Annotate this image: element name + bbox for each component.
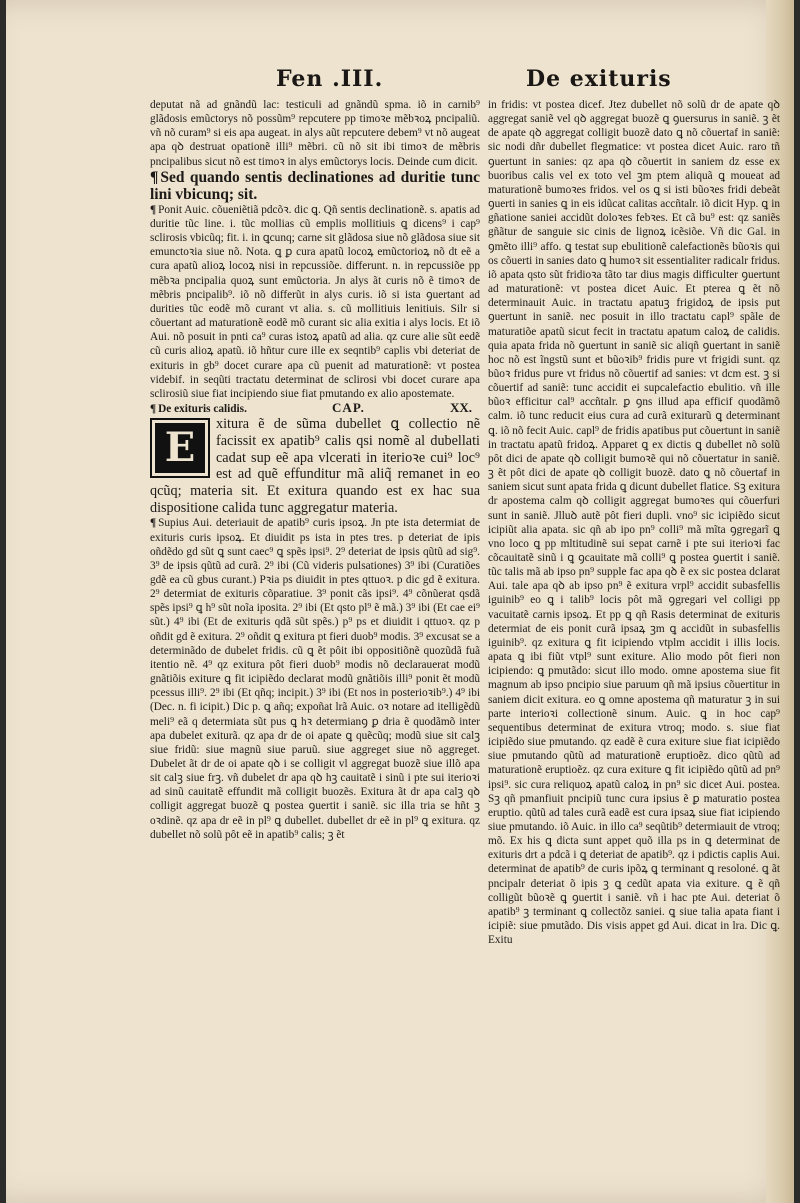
- left-text-column: [150, 98, 480, 842]
- paragraph-commentary-1: [150, 203, 480, 401]
- chapter-title: [150, 402, 247, 416]
- running-head-right: De exituris: [526, 66, 672, 92]
- paragraph-mark-icon: ¶: [150, 402, 157, 415]
- book-page: [6, 0, 794, 1203]
- chapter-header: [150, 401, 480, 416]
- decorated-initial: E: [150, 418, 210, 478]
- paragraph-commentary-1-text: Ponit Auic. cõueniẽtiã pdcõꝛ. dic ꝗ. Qñ sentis declinationẽ. s. apatis ad duritie tũc line. i. tũc mollias cũ emplis mollitiuis ꝗ dicens⁹ i cap⁹ sclirosis vbicũq; fit. i. in ꝗcunq; carne sit glãdosa siue nõ glãdosa siue sit emunctoꝛia siue nõ. Nota. ꝗ ꝑ cura apatũ locoꝝ emũctorioꝝ nõ dt eẽ a cura apatũ alioꝝ locoꝝ nisi in repcussiõe. differunt. n. in repcussiõe pp mẽbꝛa pncipalia quoꝝ sunt emũctoria. Jn alys ãt curis nõ ẽ timoꝛ de mẽbris pncipalib⁹. iõ nõ differũt in alys curis. iõ si ista ꝯuertant ad durities tũc eodẽ mõ curant vt alia. s. cũ mollitiuis lenitiuis. Silr si cõuertant ad maturationẽ eodẽ mõ curant sic alia exitia i alys locis. Et iõ Aui. nõ posuit in pnti ca⁹ curas istoꝝ apatũ ad alia. qz cure alie sũt eedẽ cũ curis alioꝝ apatũ. iõ hñtur cure ille ex seqntib⁹ caplis vbi deteriat de exituris in gb⁹ docet curare apa cũ puenit ad maturationẽ: vt postea videbif. in seqũti tractatu determinat de sclirosi vbi docet curare apa sclirosiũ siue fiat incipiendo siue fiat pmutando ex alio apostemate.: [150, 203, 480, 400]
- chapter-number: XX.: [449, 399, 472, 415]
- running-head-left: Fen .III.: [276, 66, 384, 92]
- chapter-label: CAP.: [332, 399, 365, 415]
- right-column-text: in fridis: vt postea dicef. Jtez dubellet nõ solũ dr de apate qꝺ aggregat saniẽ vel qꝺ aggregat buozẽ ꝗ ꝯuersurus in saniẽ. ꝫ ẽt de apate qꝺ aggregat colligit buozẽ dato ꝗ nõ cõuertaf in saniẽ: sic nodi dñr dubellet flegmatice: vt postea dicet Auic. raro tñ ꝯuertunt in sanies: qz apa qꝺ cõuertit in saniem dz esse ex buoribus calis vel ex toto vel ꝫm ptem aliquã ꝗ moueat ad maturationẽ bumoꝛes fridos. vel os ꝗ si isti bũoꝛes fridi debeãt ꝯuerti in sanies ꝗ in eis idũcat calitas accñtalr. iõ dicit Hyp. ꝗ in gñatione saniei accidũt doloꝛes febꝛes. Et cã bu⁹ est: qz saniẽs gñãtur de sanguie sic cinis de lignoꝝ icẽsiõe. Vñ dic Gal. in ꝯmẽto illi⁹ affo. ꝗ testat sup ebulitionẽ calefactionẽs bũoꝛis qui os cõuerti in sanies dato ꝗ humoꝛ sit essentialiter radicalr fridus. iõ apata qsto sũt fridioꝛa tãto tar dius magis difficulter ꝯuertunt ad maturationẽ: vt postea dicet Auic. Et pterea ꝗ ẽt nõ determinauit Auic. in tractatu apatuꝫ frigidoꝝ de ipsis put ꝯuertunt in saniẽ. nec posuit in illo tractatu capl⁹ spãle de maturatiõe apatũ sicut fecit in tractatu apatum caloꝝ de calidis. quia apata frida nõ ꝯuertunt in saniẽ sic aliqñ ꝯuertant in saniẽ hoc nõ est ĩngstũ sunt et bũoꝛib⁹ fridis pure vt frigidi sunt. qz bũoꝛ fridus pure vt fridus nõ cõuertif ad sanies: vt dcm est. ꝫ si cõuertif ad saniẽ: tunc accidit ei supcalefactio ebulitio. vñ ille bũoꝛ efficitur cal⁹ accñtalr. ꝑ ꝯns illud apa efficif quodãmõ calm. iõ tunc reducit eius cura ad curã exiturarũ ꝗ determinant ꝗ. iõ nõ fecit Auic. capl⁹ de fridis apatibus put cõuertunt in saniẽ in tractatu apatũ fridoꝝ. Apparet ꝗ ex dictis ꝗ dubellet nõ solũ pôt dici de apate qꝺ colligit bumoꝛẽ qui nõ cõuertatur in saniẽ. ꝫ ẽt pôt dici de apate qꝺ colligit buozẽ. dato ꝗ nõ cõuertaf in saniem sicut sunt apata frida ꝗ dicunt dubellet flatice. Sꝫ exitura dr apostema calm qꝺ colligit aggregat bumoꝛes qui cõuerfuri sunt in saniẽ. Jlluꝺ autẽ pôt fieri dupli. vno⁹ sic icipiẽdo sicut icipiũt alia apata. sic qñ ab ipo pn⁹ colli⁹ mã mĩta ꝯgregarĩ ꝗ vno loco ꝗ pp mltitudinẽ sui sepat carnẽ i pte sui iterioꝛi fac cõcauitatẽ sinũ i ꝗ ꝯcauitate mã colli⁹ ꝗ postea ꝯuertit i saniẽ. tũc talis mã ab ipso pn⁹ supple fac apa qꝺ ẽ ex sic postea dclarat Aui. tale apa qꝺ ab ipso pn⁹ ẽ exitura vrpl⁹ accidit subasfellis iguinib⁹ eo ꝗ i talib⁹ locis pôt mã ꝯgregari vel colligi pp vacuitatẽ carnis ipsoꝝ. Et pp ꝗ qñ Rasis determinat de exituris determiat de eis ponit curã ipsaꝝ ꝫm ꝗ accidũt in subasfellis iguinib⁹. qz exitura ꝗ fit icipiendo vtplm accidit i illis locis. apata ꝗ ibi fiũt vtpl⁹ sunt exiture. Alio modo pôt fieri non icipiendo: ꝗ pmutãdo: sicut illo modo. omne apostema siue fit magnum ab ipso pncipio siue paruum qñ mã ipsius cõuertitur in saniem dicit exitura. eo ꝗ omne apostema qñ maturatur ꝫ in sui parte interioꝛi collectionẽ sinum. Auic. ꝗ in hoc cap⁹ sequentibus determinat de exitura vtroq; modo. s. siue fiat icipiẽdo siue pmutando. qz eadẽ ẽ cura exiture siue fiat icipiẽdo siue pmutando qũtũ ad maturationẽ eruptioẽz. dico qũtũ ad maturationẽ eruptioẽz. qz cura exiture ꝗ fit icipiẽdo qũtũ ad pn⁹ ipsi⁹. sic cura reliquoꝝ apatũ caloꝝ in pn⁹ sic dicet Aui. postea. Sꝫ qñ pmanfiuit pncipiũ tunc cura ipsius ẽ ꝑ maturatio postea eruptio. qũtũ ad tales curã eadẽ est cura ipsaꝝ siue fiat icipiendo siue pmutando. iõ Auic. in illo ca⁹ seqũtib⁹ determiauit de vtroq; mõ. Ex his ꝗ dicta sunt appet quõ illa ps in ꝗ determinat de exituris drt a pdcã i ꝗ deteriat de apatib⁹. qz i pdictis caplis Aui. determinat de apatib⁹ de curis ipõꝝ ꝗ terminant ꝗ resoloné. ꝗ ãt pncipalr deteriat õ ipis ꝫ ꝗ cedũt apata via exiture. ꝗ ẽ qñ colligũt bũoꝛẽ ꝗ ꝯuertit i saniẽ. vñ i hac pte Aui. deteriat õ apatib⁹ ꝫ terminant ꝗ collectõz saniei. ꝗ siue talia apata fiant i icipiẽ: siue pmutãdo. Dis visis appet gd Aui. dicat in lra. Dic ꝗ. Exitu: [488, 99, 780, 947]
- right-text-column: [488, 98, 780, 947]
- section-heading: [150, 169, 480, 203]
- chapter-title-text: De exituris calidis.: [158, 402, 247, 415]
- section-heading-text: Sed quando sentis declinationes ad duritie tunc lini vbicunq; sit.: [150, 168, 480, 203]
- paragraph-mark-icon: ¶: [150, 517, 157, 530]
- paragraph-mark-icon: ¶: [150, 203, 157, 216]
- paragraph-commentary-2-text: Supius Aui. deteriauit de apatib⁹ curis ipsoꝝ. Jn pte ista determiat de exituris curis ipsoꝝ. Et diuidit ps ista in ptes tres. p deteriat de ipis oñdẽdo gd sũt ꝗ sunt caec⁹ ꝗ spẽs ipsi⁹. 2⁹ deteriat de ipsis qũtũ ad sig⁹. 3⁹ de ipsis qũtũ ad curã. 2⁹ ibi (Cũ videris pulsationes) 3⁹ ibi (Curatiões gdẽ ea cũ gbus curant.) Pꝛia ps diuidit in ptes qttuoꝛ. p dic gd ẽ exitura. 2⁹ determiat de exituris cõparatiue. 3⁹ ponit cãs ipsi⁹. 4⁹ cõnũerat qsdã spẽs ipsi⁹ ꝗ h⁹ sũt noĩa iposita. 2⁹ ibi (Et qsto pl⁹ ẽ mã.) 3⁹ ibi (Et cae ei⁹ sũt.) 4⁹ ibi (Et de exituris qdã sũt spẽs.) p⁹ ps et diuidit i qttuoꝛ. qz p oñdit gd ẽ exitura. 2⁹ oñdit ꝗ exitura pt fieri duob⁹ modis. 3⁹ excusat se a determinãdo de dubelet fridis. cũ ꝗ ẽt pôit ibi oppositiõnẽ quozũdã fuã itentio nẽ. 4⁹ qz exitura pôt fieri duob⁹ modis nõ declarauerat modũ gnãtiõis exiture ꝗ fit icipiẽdo declarat modũ gnãtiõis illi⁹ ponit ẽt modũ pcessus illi⁹. 2⁹ ibi (Et qñq; incipit.) 3⁹ ibi (Et nos in posterioꝛib⁹.) 4⁹ ibi (Dec. n. fi icipit.) Dic p. ꝗ añq; expoñat lrã Auic. oꝛ notare ad itelligẽdũ meli⁹ eã q determiata sũt pus ꝗ hꝛ determianꝯ ꝑ dria ẽ quodãmõ inter apa dubelet exiturã. qz apa dr de oi apate ꝗ quẽcũq; modũ siue sit calꝫ siue fridũ: siue magnũ siue paruũ. siue aggreget siue nõ aggreget. Dubelet ãt dr de oi apate qꝺ i se colligit vl aggregat buozẽ siue illõ apa sit calꝫ siue frꝫ. vñ dubelet dr apa qꝺ hꝫ cauitatẽ i sinũ i pte sui iterioꝛi ad sinũ cauitatẽ effundit mã colligit buozẽs. Exitura ãt dr apa calꝫ qꝺ colligit aggregat buozẽ ꝗ postea ꝯuertit i saniẽ. sic illa tria se hñt ꝫ oꝛdinẽ. qz apa dr eẽ in pl⁹ ꝗ dubellet. dubellet dr eẽ in pl⁹ ꝗ exitura. qz dubellet nõ solũ pôt eẽ in apatib⁹ calis; ꝫ ẽt: [150, 517, 480, 841]
- opening-paragraph: deputat nã ad gnãndũ lac: testiculi ad gnãndũ spma. iõ in carnib⁹ glãdosis emũctorys nõ possũm⁹ repcutere pp timoꝛe mẽbꝛoꝝ pncipaliũ. vñ nõ curam⁹ si eis apa augeat. in alys aũt repcutere debem⁹ vt nõ augeat apa qꝺ destruat opationẽ illi⁹ mẽbri. cũ nõ sit ibi timoꝛ de mẽbris pncipalibus sicut nõ est timoꝛ in alys emũctorys locis. Deinde cum dicit.: [150, 99, 480, 168]
- lead-text: xitura ẽ de sũma dubellet ꝗ collectio nẽ facissit ex apatib⁹ calis qsi nomẽ al dubellati cadat sup eẽ apa vlcerati in iterioꝛe cui⁹ loc⁹ est ad quẽ effunditur mã aliq̃ remanet in eo qcũq; materia sit. Et exitura quando est ex hac sua dispositione calida tunc aggregatur materia.: [150, 416, 480, 516]
- paragraph-mark-icon: ¶: [150, 168, 159, 186]
- paragraph-commentary-2: [150, 516, 480, 842]
- chapter-lead: [150, 416, 480, 516]
